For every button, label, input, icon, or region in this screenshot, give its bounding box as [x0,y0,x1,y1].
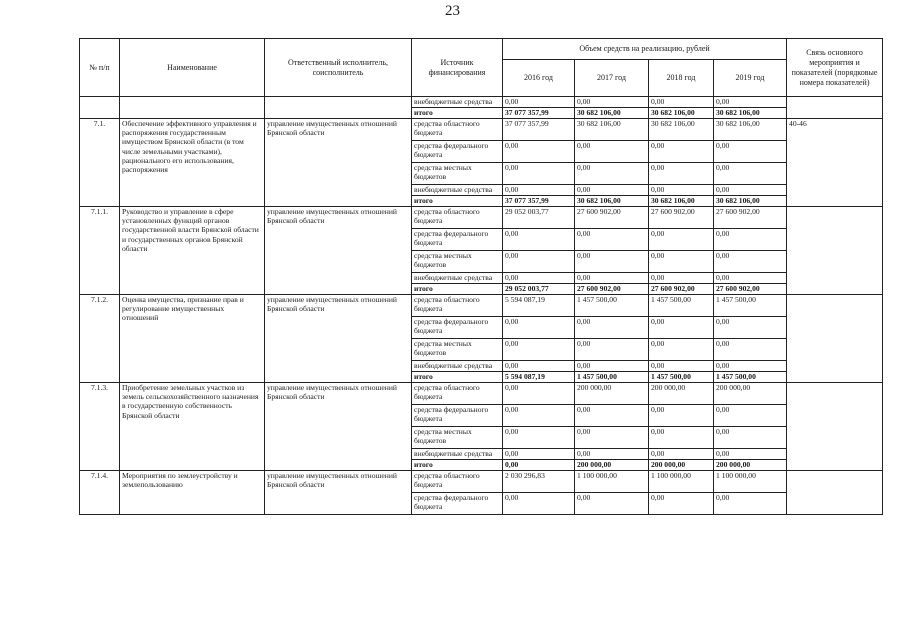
value-cell: 27 600 902,00 [714,284,787,295]
value-cell: 30 682 106,00 [714,108,787,119]
value-cell: 0,00 [503,427,575,449]
number-cell: 7.1.2. [80,295,120,383]
source-cell: средства местных бюджетов [412,339,503,361]
value-cell: 1 457 500,00 [714,372,787,383]
value-cell: 1 457 500,00 [649,295,714,317]
responsible-cell: управление имущественных отношений Брянской области [265,383,412,471]
value-cell: 1 457 500,00 [714,295,787,317]
value-cell: 2 030 296,83 [503,471,575,493]
value-cell: 0,00 [714,493,787,515]
value-cell: 0,00 [503,339,575,361]
source-cell: итого [412,372,503,383]
source-cell: средства федерального бюджета [412,317,503,339]
value-cell: 0,00 [714,141,787,163]
value-cell: 0,00 [649,163,714,185]
source-cell: средства местных бюджетов [412,251,503,273]
table-row [80,295,883,317]
source-cell: средства федерального бюджета [412,141,503,163]
value-cell: 0,00 [649,339,714,361]
header-year: 2016 год [503,60,575,97]
value-cell: 30 682 106,00 [649,196,714,207]
value-cell: 30 682 106,00 [575,119,649,141]
value-cell: 0,00 [714,97,787,108]
value-cell: 0,00 [503,229,575,251]
value-cell: 0,00 [649,493,714,515]
header-link: Связь основного мероприятия и показателей (порядковые номера показателей) [787,39,883,97]
value-cell: 37 077 357,99 [503,119,575,141]
value-cell: 1 457 500,00 [575,372,649,383]
page-number: 23 [445,3,460,19]
value-cell: 0,00 [575,185,649,196]
value-cell: 1 100 000,00 [649,471,714,493]
value-cell: 0,00 [649,97,714,108]
name-cell [120,97,265,119]
value-cell: 0,00 [714,449,787,460]
value-cell: 0,00 [575,273,649,284]
value-cell: 1 457 500,00 [575,295,649,317]
value-cell: 0,00 [503,141,575,163]
value-cell: 0,00 [649,185,714,196]
value-cell: 0,00 [503,163,575,185]
name-cell: Приобретение земельных участков из земель сельскохозяйственного назначения в государственную собственность Брянской области [120,383,265,471]
value-cell: 0,00 [503,361,575,372]
value-cell: 27 600 902,00 [575,284,649,295]
value-cell: 1 457 500,00 [649,372,714,383]
link-cell: 40-46 [787,119,883,207]
table-row [80,207,883,229]
source-cell: итого [412,196,503,207]
value-cell: 200 000,00 [649,460,714,471]
source-cell: итого [412,284,503,295]
value-cell: 0,00 [503,273,575,284]
value-cell: 0,00 [649,229,714,251]
source-cell: внебюджетные средства [412,97,503,108]
responsible-cell: управление имущественных отношений Брянской области [265,207,412,295]
value-cell: 0,00 [649,317,714,339]
source-cell: средства федерального бюджета [412,229,503,251]
link-cell [787,295,883,383]
header-source: Источник финансирования [412,39,503,97]
value-cell: 0,00 [714,361,787,372]
value-cell: 0,00 [649,273,714,284]
responsible-cell: управление имущественных отношений Брянской области [265,471,412,515]
value-cell: 37 077 357,99 [503,108,575,119]
value-cell: 0,00 [575,339,649,361]
number-cell: 7.1.1. [80,207,120,295]
value-cell: 0,00 [714,339,787,361]
value-cell: 0,00 [714,229,787,251]
source-cell: внебюджетные средства [412,273,503,284]
value-cell: 30 682 106,00 [649,108,714,119]
value-cell: 30 682 106,00 [649,119,714,141]
value-cell: 0,00 [575,405,649,427]
source-cell: итого [412,108,503,119]
source-cell: итого [412,460,503,471]
value-cell: 200 000,00 [714,460,787,471]
value-cell: 0,00 [714,427,787,449]
source-cell: внебюджетные средства [412,361,503,372]
header-number: № п/п [80,39,120,97]
source-cell: средства федерального бюджета [412,493,503,515]
value-cell: 0,00 [503,493,575,515]
value-cell: 200 000,00 [714,383,787,405]
value-cell: 30 682 106,00 [714,119,787,141]
value-cell: 0,00 [714,163,787,185]
value-cell: 5 594 087,19 [503,295,575,317]
value-cell: 0,00 [714,317,787,339]
source-cell: средства областного бюджета [412,295,503,317]
source-cell: средства областного бюджета [412,383,503,405]
name-cell: Мероприятия по землеустройству и землепользованию [120,471,265,515]
value-cell: 30 682 106,00 [575,196,649,207]
value-cell: 0,00 [503,251,575,273]
table-row [80,471,883,493]
value-cell: 27 600 902,00 [649,207,714,229]
number-cell: 7.1.4. [80,471,120,515]
source-cell: внебюджетные средства [412,449,503,460]
source-cell: средства местных бюджетов [412,427,503,449]
value-cell: 30 682 106,00 [575,108,649,119]
value-cell: 37 077 357,99 [503,196,575,207]
value-cell: 0,00 [714,185,787,196]
value-cell: 200 000,00 [575,460,649,471]
value-cell: 5 594 087,19 [503,372,575,383]
name-cell: Обеспечение эффективного управления и распоряжения государственным имуществом Брянской области (в том числе земельными участками), рационального его использования, распоряжения [120,119,265,207]
table-row [80,119,883,141]
source-cell: средства областного бюджета [412,471,503,493]
value-cell: 0,00 [575,317,649,339]
link-cell [787,383,883,471]
value-cell: 27 600 902,00 [714,207,787,229]
value-cell: 0,00 [503,449,575,460]
number-cell: 7.1. [80,119,120,207]
link-cell [787,471,883,515]
value-cell: 0,00 [649,251,714,273]
value-cell: 0,00 [575,493,649,515]
source-cell: средства областного бюджета [412,207,503,229]
value-cell: 0,00 [575,427,649,449]
source-cell: средства областного бюджета [412,119,503,141]
funding-table [79,38,883,515]
header-year: 2017 год [575,60,649,97]
source-cell: средства местных бюджетов [412,163,503,185]
value-cell: 0,00 [503,383,575,405]
value-cell: 0,00 [575,361,649,372]
header-year: 2018 год [649,60,714,97]
number-cell: 7.1.3. [80,383,120,471]
header-name: Наименование [120,39,265,97]
value-cell: 200 000,00 [575,383,649,405]
responsible-cell [265,97,412,119]
value-cell: 0,00 [649,427,714,449]
value-cell: 27 600 902,00 [575,207,649,229]
table-row [80,97,883,108]
value-cell: 0,00 [714,405,787,427]
value-cell: 0,00 [649,361,714,372]
value-cell: 29 052 003,77 [503,207,575,229]
name-cell: Руководство и управление в сфере установленных функций органов государственной власти Брянской области и государственных органов Брянской области [120,207,265,295]
link-cell [787,97,883,119]
value-cell: 0,00 [575,229,649,251]
value-cell: 0,00 [575,141,649,163]
header-amount: Объем средств на реализацию, рублей [503,39,787,60]
link-cell [787,207,883,295]
value-cell: 0,00 [575,163,649,185]
source-cell: внебюджетные средства [412,185,503,196]
value-cell: 0,00 [503,405,575,427]
value-cell: 0,00 [503,185,575,196]
value-cell: 0,00 [714,273,787,284]
value-cell: 0,00 [575,97,649,108]
source-cell: средства федерального бюджета [412,405,503,427]
header-year: 2019 год [714,60,787,97]
responsible-cell: управление имущественных отношений Брянской области [265,119,412,207]
value-cell: 1 100 000,00 [575,471,649,493]
value-cell: 0,00 [575,449,649,460]
value-cell: 0,00 [649,449,714,460]
header-responsible: Ответственный исполнитель, соисполнитель [265,39,412,97]
value-cell: 0,00 [649,405,714,427]
value-cell: 1 100 000,00 [714,471,787,493]
value-cell: 0,00 [503,97,575,108]
responsible-cell: управление имущественных отношений Брянской области [265,295,412,383]
value-cell: 0,00 [714,251,787,273]
value-cell: 200 000,00 [649,383,714,405]
value-cell: 0,00 [503,460,575,471]
value-cell: 29 052 003,77 [503,284,575,295]
value-cell: 0,00 [575,251,649,273]
value-cell: 27 600 902,00 [649,284,714,295]
value-cell: 30 682 106,00 [714,196,787,207]
name-cell: Оценка имущества, признание прав и регулирование имущественных отношений [120,295,265,383]
number-cell [80,97,120,119]
value-cell: 0,00 [503,317,575,339]
value-cell: 0,00 [649,141,714,163]
table-row [80,383,883,405]
